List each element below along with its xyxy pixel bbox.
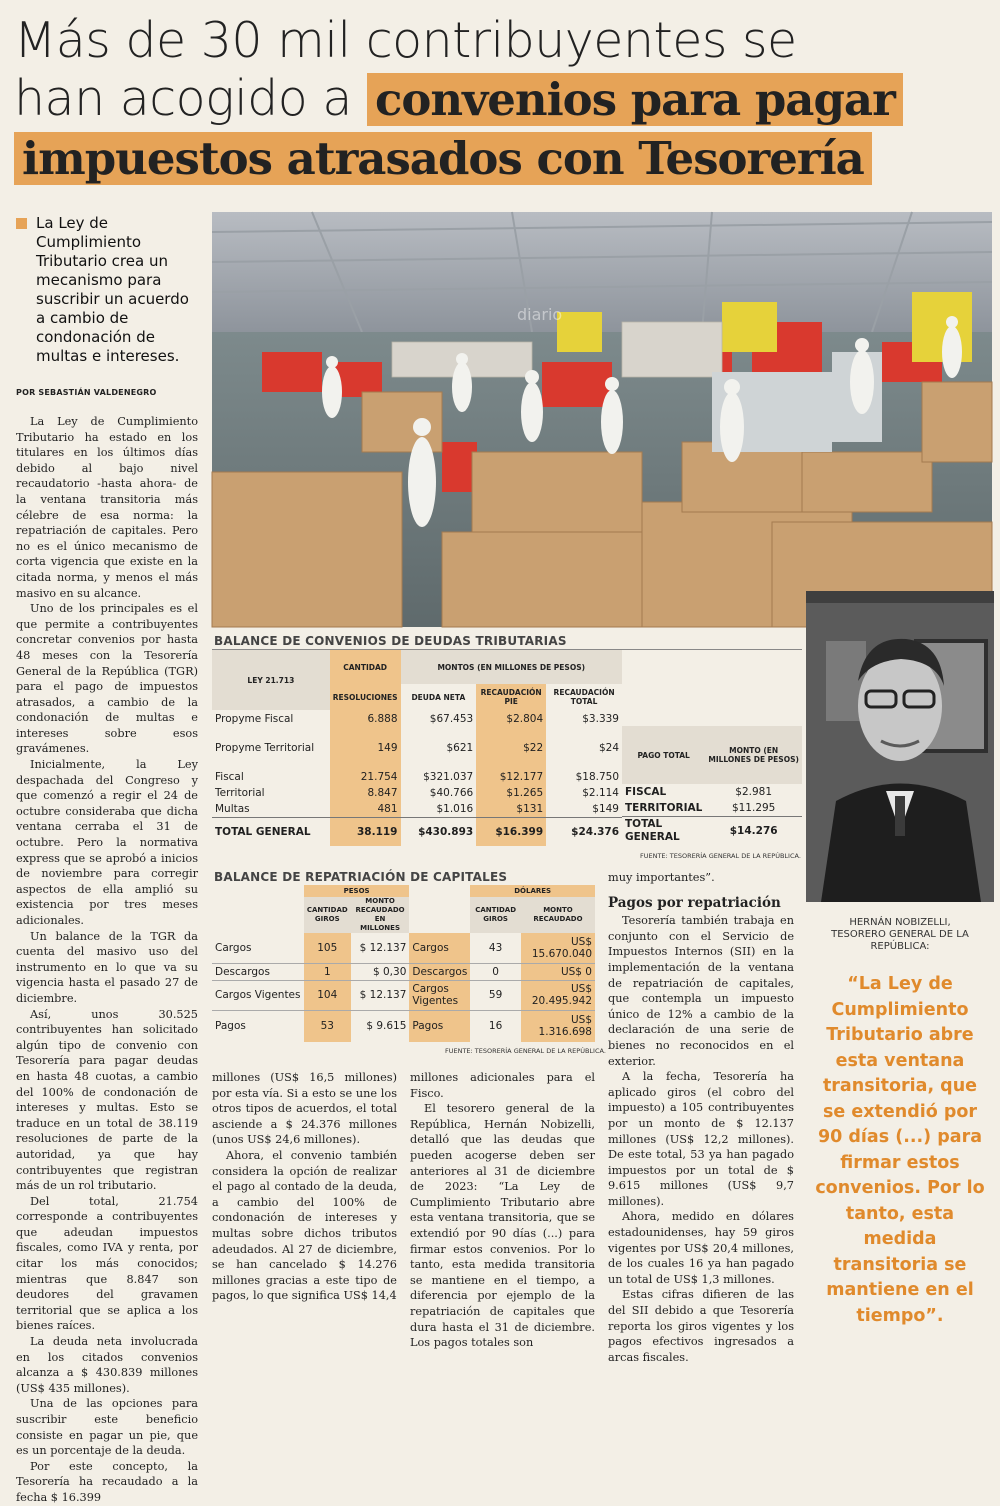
cell-deuda: $40.766: [429, 787, 474, 799]
total-deuda: $430.893: [401, 817, 477, 846]
paragraph: A la fecha, Tesorería ha aplicado giros (el cobro del impuesto) a 105 contribuyentes por un monto de $ 12.137 millones (US$ 12,2 millones). De este total, 53 ya han pagado impuestos por un total de $ 9.615 millones (US$ 9,7 millones).: [608, 1070, 794, 1208]
paragraph: Ahora, el convenio también considera la opción de realizar el pago al contado de la deuda, a cambio del 100% de condonación de intereses y multas sobre dichos tributos adeudados. Al 27 de diciembre, se han cancelado $ 14.276 millones gracias a este tipo de pagos, lo que significa US$ 14,4: [212, 1148, 397, 1303]
headline-line-3: [14, 129, 994, 188]
paragraph: Inicialmente, la Ley despachada del Congreso y que comenzó a regir el 24 de octubre consideraba que dicha ventana cerraba el 31 de octubre. Pero la normativa express que se aprobó a inicios de noviembre para corregir aspectos de ella amplió su existencia por tres meses adicionales.: [16, 758, 198, 927]
pago-total-monto: $14.276: [705, 816, 802, 845]
table-row: [212, 785, 622, 801]
total-total: $24.376: [546, 817, 622, 846]
pago-total-label: TOTAL GENERAL: [622, 816, 705, 845]
cell-monto-usd: US$ 20.495.942: [521, 980, 595, 1010]
cell-monto-usd: US$ 1.316.698: [521, 1010, 595, 1042]
cantidad-header: CANTIDAD: [330, 650, 401, 684]
article-column-4: [608, 870, 794, 1365]
pull-quote: “La Ley de Cumplimiento Tributario abre esta ventana transitoria, que se extendió por 90 días (...) para firmar estos convenios. Por lo tanto, esta medida transitoria se mantiene en el tiempo”.: [815, 974, 985, 1326]
portrait-caption: [810, 917, 990, 953]
cell-resoluciones: 481: [330, 801, 401, 817]
monto-header: MONTO (EN MILLONES DE PESOS): [705, 726, 802, 784]
paragraph: Ahora, medido en dólares estadounidenses, hay 59 giros vigentes por US$ 20,4 millones, de los cuales 16 ya han pagado un total de US$ 1,3 millones.: [608, 1210, 794, 1286]
paragraph: Uno de los principales es el que permite a contribuyentes concretar convenios por hasta 48 meses con la Tesorería General de la República (TGR) para el pago de impuestos atrasados, a cambio de la condonación de multas e intereses sobre esos gravámenes.: [16, 602, 198, 756]
paragraph: Una de las opciones para suscribir este beneficio consiste en pagar un pie, que es un porcentaje de la deuda.: [16, 1397, 198, 1458]
row-label: Cargos: [215, 941, 252, 954]
factory-photo: [212, 212, 992, 627]
row-label-usd: Cargos: [409, 933, 470, 963]
cell-monto: $ 0,30: [351, 963, 410, 980]
portrait-illustration: [806, 591, 994, 902]
cell-resoluciones: 21.754: [330, 768, 401, 785]
headline-highlight-1: convenios para pagar: [367, 73, 903, 126]
caption-name: HERNÁN NOBIZELLI,: [849, 917, 951, 928]
cantidad-giros-header: CANTIDAD GIROS: [304, 897, 351, 933]
pago-label: FISCAL: [625, 786, 667, 798]
cell-cant-usd: 0: [470, 963, 521, 980]
cell-monto-usd: US$ 0: [521, 963, 595, 980]
table-row: [212, 963, 595, 980]
table-row: [212, 1010, 595, 1042]
table1-source: FUENTE: TESORERÍA GENERAL DE LA REPÚBLICA.: [640, 852, 801, 860]
table-row: [212, 801, 622, 817]
cell-cant: 53: [304, 1010, 351, 1042]
paragraph: La Ley de Cumplimiento Tributario ha estado en los titulares en los últimos días debido al bajo nivel recaudatorio -hasta ahora- de la ventana transitoria más célebre de esa norma: la repatriación de capitales. Pero no es el único mecanismo de corta vigencia que existe en la citada norma, y menos el más masivo en su alcance.: [16, 415, 198, 600]
cell-total: $3.339: [582, 713, 619, 725]
recaudacion-total-header: RECAUDACIÓN TOTAL: [553, 688, 615, 706]
cell-pie: $22: [476, 728, 546, 768]
paragraph: millones adicionales para el Fisco.: [410, 1071, 595, 1100]
table-row: [212, 768, 622, 785]
repatriation-table: [212, 885, 595, 1042]
paragraph: muy importantes”.: [608, 871, 715, 884]
byline: POR SEBASTIÁN VALDENEGRO: [16, 388, 157, 397]
cell-pie: $131: [476, 801, 546, 817]
cell-monto-usd: US$ 15.670.040: [521, 933, 595, 963]
cell-pie: $12.177: [476, 768, 546, 785]
lead-text: La Ley de Cumplimiento Tributario crea un mecanismo para suscribir un acuerdo a cambio de condonación de multas e intereses.: [36, 214, 189, 365]
table2-source: FUENTE: TESORERÍA GENERAL DE LA REPÚBLICA.: [445, 1047, 606, 1055]
table-row: [212, 728, 622, 768]
article-column-3: [410, 1070, 595, 1351]
cell-pie: $2.804: [476, 710, 546, 728]
paragraph: Estas cifras difieren de las del SII debido a que Tesorería reporta los giros vigentes y los pagos efectivos ingresados a arcas fiscales.: [608, 1288, 794, 1364]
resoluciones-header: RESOLUCIONES: [330, 684, 401, 710]
row-label-usd: Descargos: [409, 963, 470, 980]
row-label: Territorial: [215, 787, 265, 799]
pago-total-header: PAGO TOTAL: [622, 726, 705, 784]
paragraph: Por este concepto, la Tesorería ha recaudado a la fecha $ 16.399: [16, 1459, 198, 1504]
table-row: [622, 800, 802, 816]
table-row: [212, 933, 595, 963]
cell-monto: $ 9.615: [351, 1010, 410, 1042]
pago-label: TERRITORIAL: [625, 801, 703, 814]
headline-line-1: Más de 30 mil contribuyentes se: [14, 12, 797, 69]
paragraph: Del total, 21.754 corresponde a contribuyentes que adeudan impuestos fiscales, como IVA y renta, por citar los más conocidos; mientras que 8.847 son deudores del gravamen territorial que se aplica a los bienes raíces.: [16, 1194, 198, 1333]
pago-total-row: [622, 816, 802, 845]
cell-cant-usd: 43: [488, 941, 503, 954]
pesos-header: PESOS: [304, 885, 410, 897]
row-label: Propyme Fiscal: [215, 713, 294, 725]
cell-cant-usd: 59: [470, 980, 521, 1010]
cell-resoluciones: 8.847: [330, 785, 401, 801]
dolares-header: DÓLARES: [470, 885, 595, 897]
monto-usd-header: MONTO RECAUDADO: [521, 897, 595, 933]
table2-title: BALANCE DE REPATRIACIÓN DE CAPITALES: [214, 870, 508, 884]
law-header: LEY 21.713: [212, 650, 330, 710]
deuda-neta-header: DEUDA NETA: [411, 692, 466, 702]
headline: [14, 12, 994, 188]
paragraph: La deuda neta involucrada en los citados convenios alcanza a $ 430.839 millones (US$ 435 millones).: [16, 1335, 198, 1395]
cell-resoluciones: 6.888: [330, 710, 401, 728]
montos-header: MONTOS (EN MILLONES DE PESOS): [401, 650, 623, 684]
factory-illustration: [212, 212, 992, 627]
portrait-photo: [806, 591, 994, 902]
bullet-square-icon: [16, 218, 27, 229]
subheading: Pagos por repatriación: [608, 894, 781, 911]
cell-total: $149: [592, 802, 619, 815]
caption-role: TESORERO GENERAL DE LA REPÚBLICA:: [831, 929, 969, 952]
cell-cant-usd: 16: [470, 1010, 521, 1042]
table1-title: BALANCE DE CONVENIOS DE DEUDAS TRIBUTARIAS: [214, 634, 567, 648]
headline-line-2-plain: han acogido a: [14, 70, 367, 127]
article-column-1: [16, 414, 198, 1506]
monto-pesos-header: MONTO RECAUDADO EN MILLONES: [351, 897, 410, 933]
table-row: [212, 980, 595, 1010]
cell-deuda: $621: [446, 742, 474, 754]
total-label: TOTAL GENERAL: [212, 817, 330, 846]
row-label: Fiscal: [215, 770, 244, 783]
total-resoluciones: 38.119: [330, 817, 401, 846]
cell-deuda: $1.016: [436, 802, 474, 815]
full-payment-table: [622, 726, 802, 845]
cell-deuda: $67.453: [429, 713, 474, 725]
total-row: [212, 817, 622, 846]
article-column-2: [212, 1070, 397, 1304]
cell-cant: 104: [304, 980, 351, 1010]
row-label-usd: Cargos Vigentes: [409, 980, 470, 1010]
cell-cant: 105: [304, 933, 351, 963]
paragraph: Un balance de la TGR da cuenta del masivo uso del instrumento en lo que va su vigencia hasta el pasado 27 de diciembre.: [16, 929, 198, 1005]
cell-total: $24: [598, 742, 619, 754]
headline-line-2: [14, 70, 994, 129]
recaudacion-pie-header: RECAUDACIÓN PIE: [476, 684, 546, 710]
paragraph: Así, unos 30.525 contribuyentes han solicitado algún tipo de convenio con Tesorería para pagar deudas en hasta 48 cuotas, a cambio del 100% de condonación de intereses y multas. Esto se traduce en un total de 38.119 resoluciones de parte de la autoridad, ya que hay contribuyentes que registran más de un rol tributario.: [16, 1007, 198, 1193]
paragraph: millones (US$ 16,5 millones) por esta vía. Si a esto se une los otros tipos de acuerdos, el total asciende a $ 24.376 millones (unos US$ 24,6 millones).: [212, 1071, 397, 1147]
cell-pie: $1.265: [476, 785, 546, 801]
table-row: [622, 784, 802, 800]
cell-cant: 1: [304, 963, 351, 980]
row-label: Multas: [215, 802, 250, 815]
cantidad-giros-usd-header: CANTIDAD GIROS: [470, 897, 521, 933]
row-label: Pagos: [212, 1010, 304, 1042]
cell-total: $2.114: [582, 787, 619, 799]
debt-agreements-table: [212, 650, 622, 846]
cell-total: $18.750: [575, 770, 619, 783]
table-row: [212, 710, 622, 728]
row-label: Cargos Vigentes: [212, 980, 304, 1010]
pago-monto: $11.295: [731, 801, 776, 814]
cell-monto: $ 12.137: [351, 980, 410, 1010]
paragraph: El tesorero general de la República, Hernán Nobizelli, detalló que las deudas que pueden acogerse deben ser anteriores al 31 de diciembre de 2023: “La Ley de Cumplimiento Tributario abre esta ventana transitoria, que se extendió por 90 días (...) para firmar estos convenios. Por lo tanto, esta medida transitoria se mantiene en el tiempo, a diferencia por ejemplo de la repatriación de capitales que dura hasta el 31 de diciembre. Los pagos totales son: [410, 1102, 595, 1350]
row-label: Descargos: [212, 963, 304, 980]
row-label: Propyme Territorial: [215, 742, 315, 754]
cell-deuda: $321.037: [423, 770, 474, 783]
cell-resoluciones: 149: [330, 728, 401, 768]
photo-watermark: diario: [517, 305, 563, 324]
headline-highlight-2: impuestos atrasados con Tesorería: [14, 132, 872, 185]
total-pie: $16.399: [476, 817, 546, 846]
paragraph: Tesorería también trabaja en conjunto con el Servicio de Impuestos Internos (SII) en la implementación de la ventana de repatriación de capitales, que contempla un impuesto único de 12% a cambio de la declaración de una serie de bienes no reconocidos en el exterior.: [608, 914, 794, 1068]
cell-monto: $ 12.137: [359, 941, 407, 954]
pago-monto: $2.981: [735, 786, 773, 798]
row-label-usd: Pagos: [409, 1010, 470, 1042]
lead-summary: [16, 214, 202, 366]
